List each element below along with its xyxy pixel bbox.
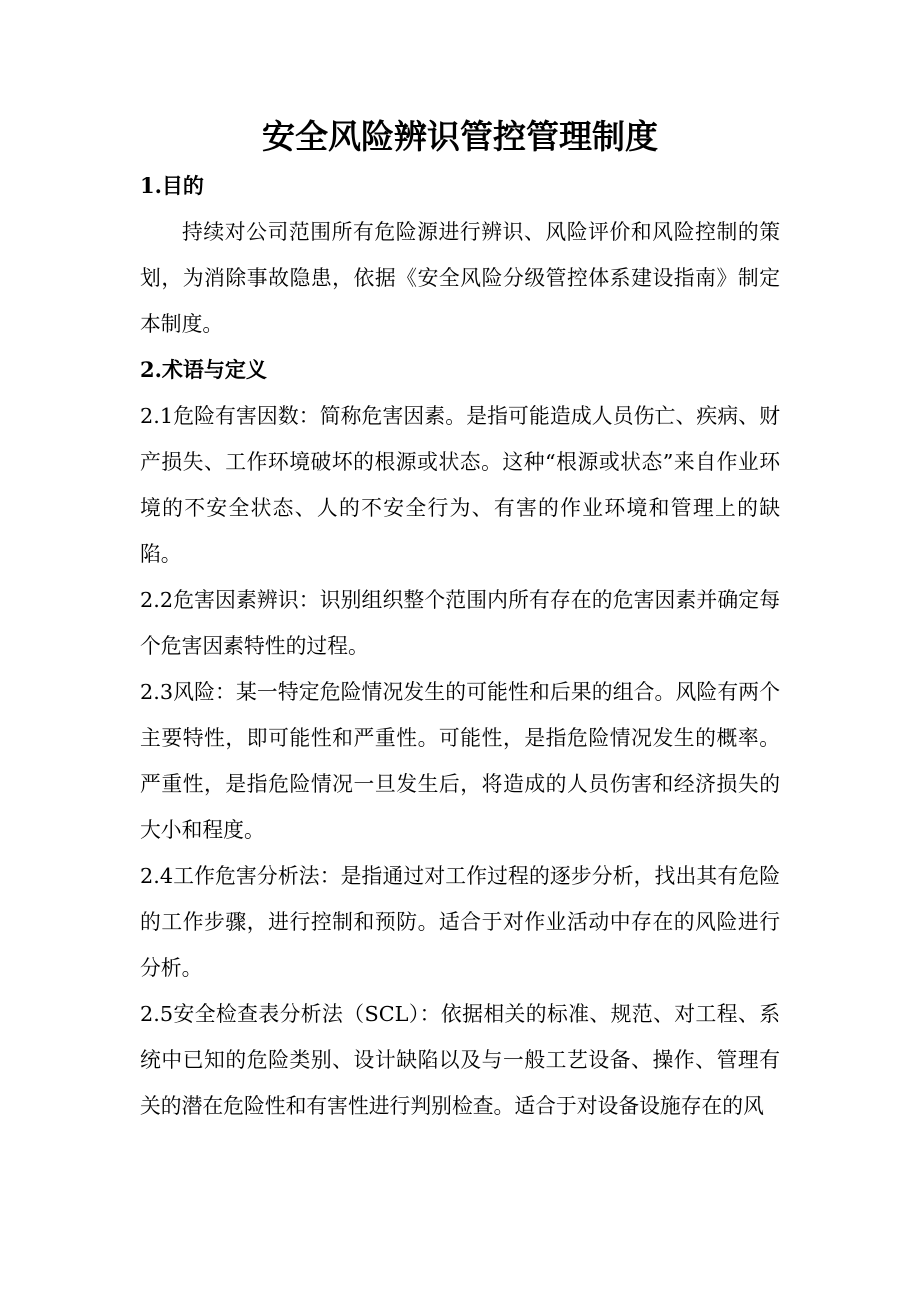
definition-paragraph-2-2: 2.2危害因素辨识：识别组织整个范围内所有存在的危害因素并确定每个危害因素特性的过程。 xyxy=(140,588,780,658)
definition-paragraph-2-4: 2.4工作危害分析法：是指通过对工作过程的逐步分析，找出其有危险的工作步骤，进行控制和预防。适合于对作业活动中存在的风险进行分析。 xyxy=(140,864,780,980)
document-title: 安全风险辨识管控管理制度 xyxy=(262,117,658,156)
definition-paragraph-2-5: 2.5安全检查表分析法（SCL）：依据相关的标准、规范、对工程、系统中已知的危险类别、设计缺陷以及与一般工艺设备、操作、管理有关的潜在危险性和有害性进行判别检查。适合于对设备设施存在的风 xyxy=(140,1002,780,1118)
section-heading-terms: 2.术语与定义 xyxy=(140,357,267,382)
definition-paragraph-2-1: 2.1危险有害因数：简称危害因素。是指可能造成人员伤亡、疾病、财产损失、工作环境破坏的根源或状态。这种“根源或状态”来自作业环境的不安全状态、人的不安全行为、有害的作业环境和管理上的缺陷。 xyxy=(140,404,780,566)
document-body xyxy=(140,163,780,1129)
section-heading-purpose: 1.目的 xyxy=(140,173,204,198)
definition-paragraph-2-3: 2.3风险：某一特定危险情况发生的可能性和后果的组合。风险有两个主要特性，即可能性和严重性。可能性，是指危险情况发生的概率。严重性，是指危险情况一旦发生后，将造成的人员伤害和经济损失的大小和程度。 xyxy=(140,680,780,842)
purpose-paragraph: 持续对公司范围所有危险源进行辨识、风险评价和风险控制的策划，为消除事故隐患，依据《安全风险分级管控体系建设指南》制定本制度。 xyxy=(140,220,780,336)
